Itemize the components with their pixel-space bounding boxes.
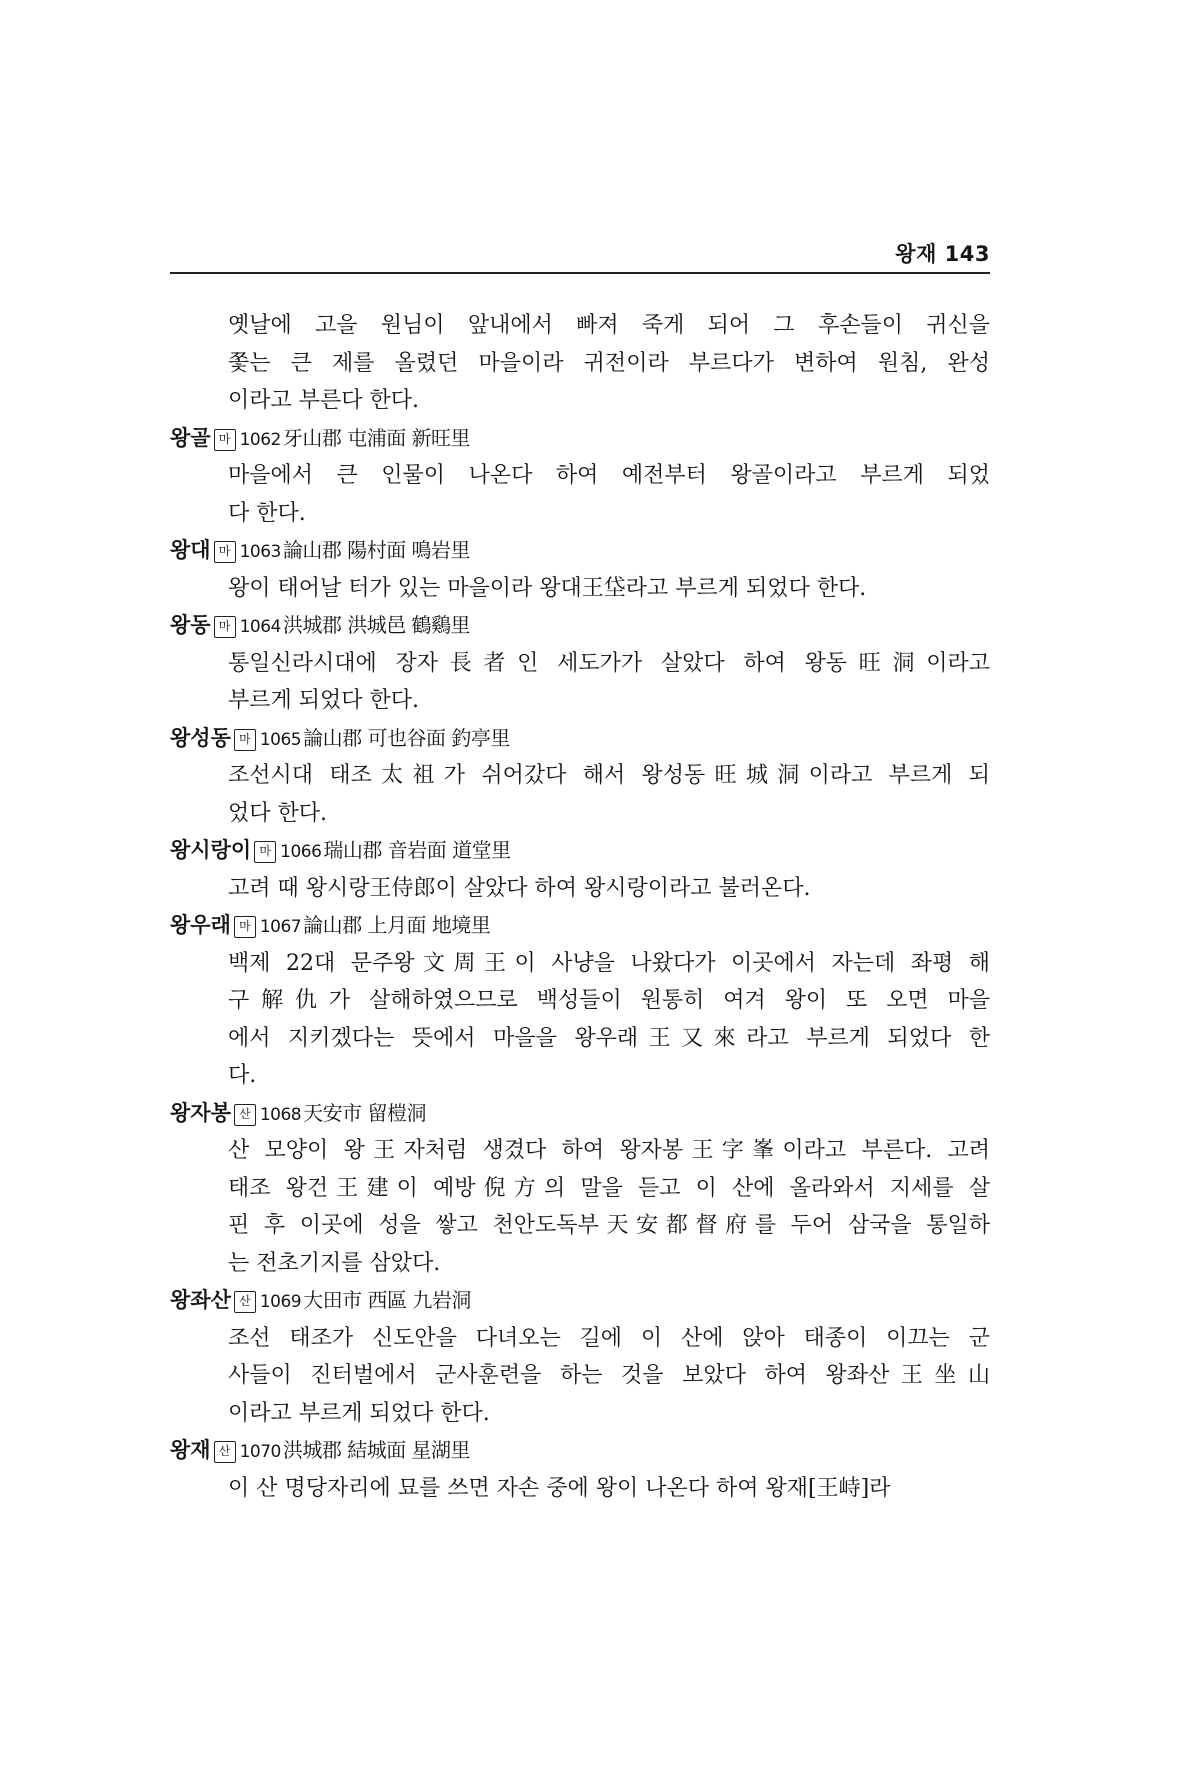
- entry-number: 1064: [239, 617, 281, 637]
- entry-address: 牙山郡 屯浦面 新旺里: [282, 425, 471, 450]
- entry-number: 1065: [259, 729, 302, 750]
- entry-number: 1069: [259, 1292, 302, 1312]
- body-text-line: 었다 한다.: [228, 800, 327, 826]
- entry-headword: 왕재: [170, 1438, 211, 1462]
- body-text-line: 왕이 태어날 터가 있는 마을이라 왕대王垈라고 부르게 되었다 한다.: [228, 575, 867, 601]
- entry-type-badge: 마: [234, 729, 256, 751]
- entry-heading: [170, 720, 990, 758]
- entry-type-badge: 마: [234, 916, 256, 938]
- body-text-line: 이라고 부르게 되었다 한다.: [228, 1400, 490, 1426]
- entry-number: 1066: [280, 842, 322, 862]
- entry-headword: 왕골: [170, 425, 211, 450]
- page-body: [170, 307, 990, 1507]
- entry-address: 天安市 留榿洞: [303, 1100, 426, 1125]
- body-text-line: 고려 때 왕시랑王侍郎이 살았다 하여 왕시랑이라고 불러온다.: [228, 875, 811, 901]
- page-header: [170, 232, 990, 274]
- body-text-line: 핀 후 이곳에 성을 쌓고 천안도독부天安都督府를 두어 삼국을 통일하: [228, 1213, 990, 1238]
- entry-address: 洪城郡 結城面 星湖里: [282, 1438, 471, 1462]
- entry-heading: [170, 420, 990, 458]
- entry-headword: 왕우래: [170, 913, 231, 937]
- entry-heading: [170, 607, 990, 645]
- entry-number: 1067: [259, 917, 302, 937]
- entry-address: 洪城郡 洪城邑 鶴鷄里: [282, 613, 471, 637]
- entry-number: 1070: [239, 1442, 281, 1462]
- body-text-line: 다.: [228, 1063, 257, 1088]
- body-text-line: 구解仇가 살해하였으므로 백성들이 원통히 여겨 왕이 또 오면 마을: [228, 988, 990, 1013]
- entry-type-badge: 산: [234, 1291, 256, 1313]
- body-text-line: 사들이 진터벌에서 군사훈련을 하는 것을 보았다 하여 왕좌산王坐山: [228, 1363, 990, 1388]
- entry-headword: 왕성동: [170, 725, 231, 750]
- entry-heading: [170, 907, 990, 945]
- body-text-line: 조선시대 태조太祖가 쉬어갔다 해서 왕성동旺城洞이라고 부르게 되: [228, 763, 990, 788]
- body-text-line: 통일신라시대에 장자長者인 세도가가 살았다 하여 왕동旺洞이라고: [228, 650, 990, 676]
- entry-heading: [170, 832, 990, 870]
- entry-type-badge: 마: [214, 541, 236, 563]
- body-text-line: 이라고 부른다 한다.: [228, 388, 419, 413]
- entry-type-badge: 마: [214, 616, 236, 638]
- entry-heading: [170, 1282, 990, 1320]
- entry-headword: 왕자봉: [170, 1100, 231, 1125]
- entry-address: 大田市 西區 九岩洞: [303, 1288, 471, 1312]
- body-text-line: 조선 태조가 신도안을 다녀오는 길에 이 산에 앉아 태종이 이끄는 군: [228, 1325, 990, 1351]
- entry-type-badge: 마: [214, 429, 236, 451]
- body-text-line: 에서 지키겠다는 뜻에서 마을을 왕우래王又來라고 부르게 되었다 한: [228, 1025, 990, 1051]
- entry-type-badge: 마: [254, 841, 276, 863]
- entry-heading: [170, 1432, 990, 1470]
- body-text-line: 태조 왕건王建이 예방倪方의 말을 듣고 이 산에 올라와서 지세를 살: [228, 1175, 990, 1201]
- body-text-line: 백제 22대 문주왕文周王이 사냥을 나왔다가 이곳에서 자는데 좌평 해: [228, 950, 990, 976]
- entry-headword: 왕대: [170, 538, 211, 562]
- body-text-line: 다 한다.: [228, 500, 306, 526]
- body-text-line: 옛날에 고을 원님이 앞내에서 빠져 죽게 되어 그 후손들이 귀신을: [228, 313, 990, 338]
- entry-headword: 왕시랑이: [170, 838, 252, 862]
- entry-type-badge: 산: [214, 1441, 236, 1463]
- entry-headword: 왕좌산: [170, 1288, 231, 1312]
- entry-number: 1063: [239, 542, 281, 562]
- entry-address: 論山郡 陽村面 鳴岩里: [282, 538, 471, 562]
- body-text-line: 마을에서 큰 인물이 나온다 하여 예전부터 왕골이라고 부르게 되었: [228, 463, 990, 488]
- entry-address: 瑞山郡 音岩面 道堂里: [323, 838, 511, 862]
- entry-heading: [170, 532, 990, 570]
- entry-address: 論山郡 上月面 地境里: [303, 913, 491, 937]
- body-text-line: 부르게 되었다 한다.: [228, 688, 419, 713]
- body-text-line: 이 산 명당자리에 묘를 쓰면 자손 중에 왕이 나온다 하여 왕재[王峙]라: [228, 1475, 891, 1501]
- entry-number: 1062: [239, 429, 281, 450]
- entry-address: 論山郡 可也谷面 釣亭里: [303, 725, 510, 750]
- entry-type-badge: 산: [234, 1104, 256, 1126]
- body-text-line: 는 전초기지를 삼았다.: [228, 1250, 441, 1276]
- running-title: 왕재 143: [895, 242, 990, 266]
- entry-headword: 왕동: [170, 613, 211, 637]
- body-text-line: 산 모양이 왕王자처럼 생겼다 하여 왕자봉王字峯이라고 부른다. 고려: [228, 1138, 990, 1163]
- entry-number: 1068: [259, 1104, 302, 1125]
- body-text-line: 쫓는 큰 제를 올렸던 마을이라 귀전이라 부르다가 변하여 원침, 완성: [228, 350, 990, 376]
- entry-heading: [170, 1095, 990, 1133]
